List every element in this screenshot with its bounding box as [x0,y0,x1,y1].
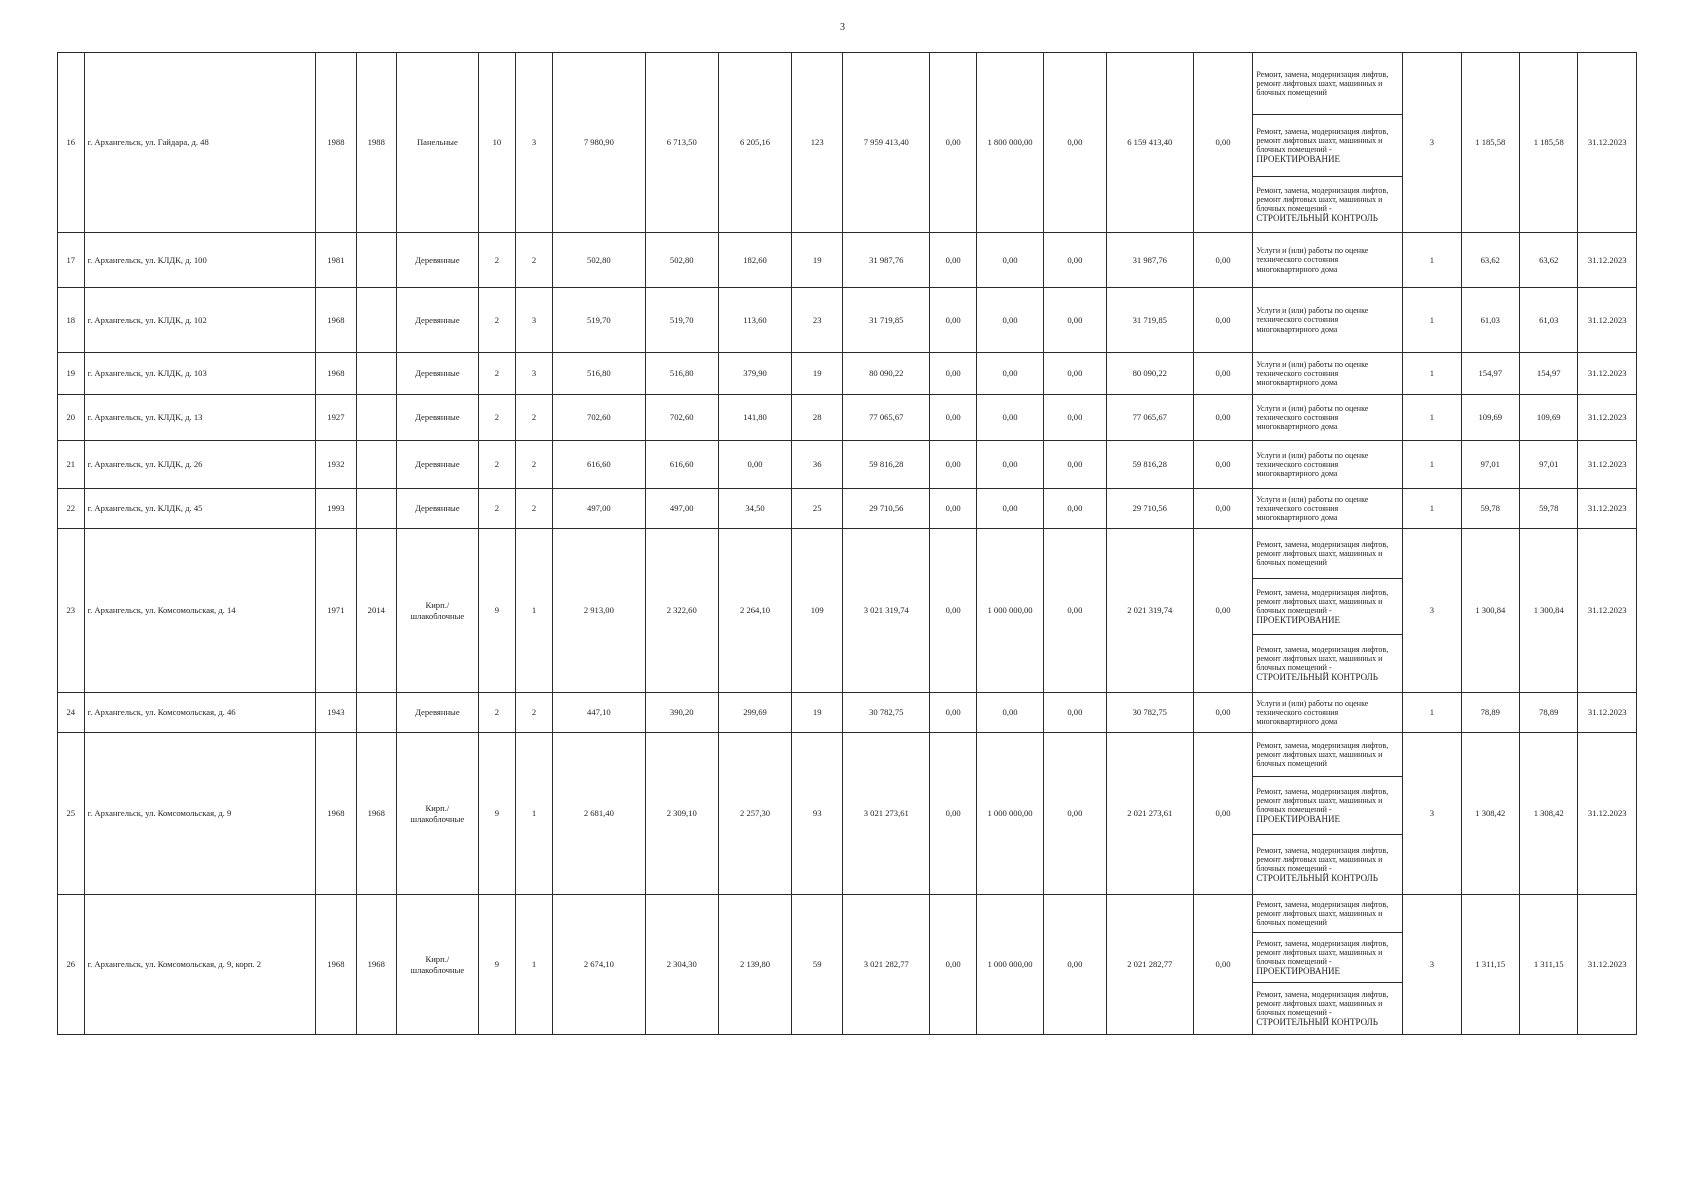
fund-federal: 0,00 [930,693,977,733]
total-area: 2 674,10 [553,895,645,1035]
year-built: 1988 [316,53,356,233]
residents: 36 [792,441,843,489]
residents: 19 [792,233,843,288]
year-overhaul [356,441,396,489]
deadline: 31.12.2023 [1578,693,1637,733]
fund-local: 0,00 [1044,353,1107,395]
unit-cost-limit: 97,01 [1520,441,1578,489]
address: г. Архангельск, ул. Комсомольская, д. 46 [84,693,316,733]
floors: 2 [478,353,515,395]
address: г. Архангельск, ул. КЛДК, д. 26 [84,441,316,489]
fund-federal: 0,00 [930,395,977,441]
unit-cost: 1 311,15 [1461,895,1519,1035]
total-area: 616,60 [553,441,645,489]
fund-local: 0,00 [1044,395,1107,441]
work-count: 3 [1403,53,1461,233]
fund-local: 0,00 [1044,895,1107,1035]
residential-area: 6 205,16 [718,53,791,233]
fund-federal: 0,00 [930,895,977,1035]
floors: 2 [478,441,515,489]
row-number: 25 [58,733,85,895]
work-count: 1 [1403,233,1461,288]
fund-other: 0,00 [1193,288,1253,353]
fund-owners: 2 021 319,74 [1106,529,1193,693]
work-type-text: Ремонт, замена, модернизация лифтов, ремонт лифтовых шахт, машинных и блочных помещений - [1256,989,1389,1017]
work-count: 1 [1403,693,1461,733]
unit-cost: 1 185,58 [1461,53,1519,233]
fund-other: 0,00 [1193,895,1253,1035]
fund-owners: 59 816,28 [1106,441,1193,489]
year-overhaul [356,489,396,529]
fund-federal: 0,00 [930,233,977,288]
year-built: 1943 [316,693,356,733]
entrances: 2 [515,441,552,489]
residential-area: 2 257,30 [718,733,791,895]
work-type-text: Ремонт, замена, модернизация лифтов, ремонт лифтовых шахт, машинных и блочных помещений - [1256,786,1389,814]
table-row [58,489,1637,529]
year-built: 1968 [316,895,356,1035]
deadline: 31.12.2023 [1578,895,1637,1035]
deadline: 31.12.2023 [1578,288,1637,353]
fund-federal: 0,00 [930,353,977,395]
work-type [1253,115,1403,177]
work-type-text: Ремонт, замена, модернизация лифтов, ремонт лифтовых шахт, машинных и блочных помещений - [1256,644,1389,672]
row-number: 16 [58,53,85,233]
wall-material: Деревянные [396,288,478,353]
work-type: Услуги и (или) работы по оценке технического состояния многоквартирного дома [1253,288,1403,353]
floors: 2 [478,395,515,441]
work-type: Ремонт, замена, модернизация лифтов, ремонт лифтовых шахт, машинных и блочных помещений [1253,529,1403,579]
work-type-text: Ремонт, замена, модернизация лифтов, ремонт лифтовых шахт, машинных и блочных помещений - [1256,185,1389,213]
work-type: Услуги и (или) работы по оценке технического состояния многоквартирного дома [1253,693,1403,733]
work-count: 1 [1403,441,1461,489]
deadline: 31.12.2023 [1578,529,1637,693]
residents: 59 [792,895,843,1035]
row-number: 21 [58,441,85,489]
work-count: 1 [1403,353,1461,395]
work-type [1253,933,1403,983]
wall-material: Деревянные [396,395,478,441]
deadline: 31.12.2023 [1578,53,1637,233]
work-type-stage: СТРОИТЕЛЬНЫЙ КОНТРОЛЬ [1256,672,1378,683]
premises-area: 616,60 [645,441,718,489]
unit-cost: 154,97 [1461,353,1519,395]
fund-regional: 0,00 [977,489,1044,529]
fund-owners: 6 159 413,40 [1106,53,1193,233]
year-overhaul: 1988 [356,53,396,233]
unit-cost-limit: 61,03 [1520,288,1578,353]
unit-cost: 78,89 [1461,693,1519,733]
work-type [1253,835,1403,895]
fund-regional: 1 000 000,00 [977,895,1044,1035]
deadline: 31.12.2023 [1578,395,1637,441]
work-type-text: Ремонт, замена, модернизация лифтов, ремонт лифтовых шахт, машинных и блочных помещений - [1256,845,1389,873]
cost-total: 31 719,85 [843,288,930,353]
fund-regional: 1 800 000,00 [977,53,1044,233]
fund-local: 0,00 [1044,53,1107,233]
fund-federal: 0,00 [930,288,977,353]
unit-cost: 1 300,84 [1461,529,1519,693]
work-count: 1 [1403,395,1461,441]
work-type-stage: ПРОЕКТИРОВАНИЕ [1256,814,1340,825]
cost-total: 7 959 413,40 [843,53,930,233]
work-type: Ремонт, замена, модернизация лифтов, ремонт лифтовых шахт, машинных и блочных помещений [1253,53,1403,115]
work-count: 3 [1403,895,1461,1035]
fund-other: 0,00 [1193,53,1253,233]
work-type-text: Ремонт, замена, модернизация лифтов, ремонт лифтовых шахт, машинных и блочных помещений - [1256,587,1389,615]
entrances: 2 [515,693,552,733]
fund-regional: 0,00 [977,441,1044,489]
year-overhaul [356,233,396,288]
address: г. Архангельск, ул. КЛДК, д. 100 [84,233,316,288]
work-type [1253,983,1403,1035]
address: г. Архангельск, ул. Гайдара, д. 48 [84,53,316,233]
premises-area: 390,20 [645,693,718,733]
fund-owners: 29 710,56 [1106,489,1193,529]
cost-total: 80 090,22 [843,353,930,395]
fund-local: 0,00 [1044,233,1107,288]
deadline: 31.12.2023 [1578,441,1637,489]
work-type: Ремонт, замена, модернизация лифтов, ремонт лифтовых шахт, машинных и блочных помещений [1253,895,1403,933]
year-built: 1968 [316,353,356,395]
wall-material: Панельные [396,53,478,233]
residents: 28 [792,395,843,441]
row-number: 22 [58,489,85,529]
unit-cost-limit: 109,69 [1520,395,1578,441]
fund-owners: 31 719,85 [1106,288,1193,353]
floors: 10 [478,53,515,233]
fund-owners: 77 065,67 [1106,395,1193,441]
fund-owners: 31 987,76 [1106,233,1193,288]
address: г. Архангельск, ул. Комсомольская, д. 9 [84,733,316,895]
unit-cost-limit: 59,78 [1520,489,1578,529]
entrances: 1 [515,733,552,895]
total-area: 497,00 [553,489,645,529]
work-type: Услуги и (или) работы по оценке технического состояния многоквартирного дома [1253,353,1403,395]
fund-federal: 0,00 [930,53,977,233]
table-row [58,693,1637,733]
row-number: 24 [58,693,85,733]
wall-material: Кирп./ шлакоблочные [396,733,478,895]
premises-area: 502,80 [645,233,718,288]
fund-owners: 2 021 273,61 [1106,733,1193,895]
year-overhaul [356,353,396,395]
fund-local: 0,00 [1044,441,1107,489]
work-type-stage: ПРОЕКТИРОВАНИЕ [1256,966,1340,977]
entrances: 3 [515,353,552,395]
fund-federal: 0,00 [930,733,977,895]
fund-federal: 0,00 [930,441,977,489]
entrances: 1 [515,529,552,693]
work-type-stage: ПРОЕКТИРОВАНИЕ [1256,615,1340,626]
fund-other: 0,00 [1193,441,1253,489]
floors: 2 [478,693,515,733]
unit-cost: 97,01 [1461,441,1519,489]
overhaul-register-table [57,52,1637,1035]
row-number: 18 [58,288,85,353]
wall-material: Деревянные [396,353,478,395]
entrances: 2 [515,395,552,441]
address: г. Архангельск, ул. Комсомольская, д. 14 [84,529,316,693]
work-count: 3 [1403,529,1461,693]
fund-local: 0,00 [1044,288,1107,353]
fund-other: 0,00 [1193,529,1253,693]
cost-total: 30 782,75 [843,693,930,733]
year-overhaul [356,288,396,353]
entrances: 3 [515,288,552,353]
unit-cost: 63,62 [1461,233,1519,288]
wall-material: Деревянные [396,693,478,733]
cost-total: 3 021 282,77 [843,895,930,1035]
cost-total: 3 021 273,61 [843,733,930,895]
work-type-text: Ремонт, замена, модернизация лифтов, ремонт лифтовых шахт, машинных и блочных помещений - [1256,938,1389,966]
cost-total: 31 987,76 [843,233,930,288]
year-built: 1971 [316,529,356,693]
year-overhaul: 1968 [356,733,396,895]
table-row [58,288,1637,353]
work-type-stage: ПРОЕКТИРОВАНИЕ [1256,154,1340,165]
premises-area: 2 322,60 [645,529,718,693]
work-type: Услуги и (или) работы по оценке технического состояния многоквартирного дома [1253,441,1403,489]
floors: 9 [478,895,515,1035]
fund-regional: 0,00 [977,353,1044,395]
residential-area: 2 139,80 [718,895,791,1035]
floors: 2 [478,489,515,529]
year-built: 1968 [316,288,356,353]
table-row [58,353,1637,395]
address: г. Архангельск, ул. КЛДК, д. 45 [84,489,316,529]
fund-federal: 0,00 [930,529,977,693]
total-area: 519,70 [553,288,645,353]
table-row [58,233,1637,288]
year-overhaul: 2014 [356,529,396,693]
fund-regional: 0,00 [977,233,1044,288]
residents: 19 [792,353,843,395]
residents: 19 [792,693,843,733]
fund-owners: 80 090,22 [1106,353,1193,395]
premises-area: 702,60 [645,395,718,441]
year-built: 1968 [316,733,356,895]
total-area: 7 980,90 [553,53,645,233]
row-number: 17 [58,233,85,288]
address: г. Архангельск, ул. КЛДК, д. 103 [84,353,316,395]
wall-material: Деревянные [396,441,478,489]
table-row [58,395,1637,441]
table-row [58,733,1637,777]
floors: 2 [478,288,515,353]
fund-local: 0,00 [1044,529,1107,693]
fund-other: 0,00 [1193,395,1253,441]
work-count: 1 [1403,288,1461,353]
total-area: 502,80 [553,233,645,288]
fund-other: 0,00 [1193,733,1253,895]
total-area: 2 913,00 [553,529,645,693]
unit-cost-limit: 1 311,15 [1520,895,1578,1035]
work-type-stage: СТРОИТЕЛЬНЫЙ КОНТРОЛЬ [1256,1017,1378,1028]
unit-cost-limit: 1 300,84 [1520,529,1578,693]
residential-area: 141,80 [718,395,791,441]
address: г. Архангельск, ул. КЛДК, д. 13 [84,395,316,441]
table-row [58,53,1637,115]
residents: 109 [792,529,843,693]
table-row [58,441,1637,489]
unit-cost: 1 308,42 [1461,733,1519,895]
fund-local: 0,00 [1044,693,1107,733]
work-type [1253,177,1403,233]
residents: 123 [792,53,843,233]
table-row [58,529,1637,579]
year-built: 1932 [316,441,356,489]
cost-total: 29 710,56 [843,489,930,529]
fund-regional: 1 000 000,00 [977,733,1044,895]
work-count: 1 [1403,489,1461,529]
deadline: 31.12.2023 [1578,233,1637,288]
total-area: 702,60 [553,395,645,441]
unit-cost: 59,78 [1461,489,1519,529]
wall-material: Деревянные [396,489,478,529]
row-number: 26 [58,895,85,1035]
deadline: 31.12.2023 [1578,489,1637,529]
residential-area: 0,00 [718,441,791,489]
fund-local: 0,00 [1044,733,1107,895]
total-area: 447,10 [553,693,645,733]
floors: 2 [478,233,515,288]
row-number: 23 [58,529,85,693]
unit-cost: 109,69 [1461,395,1519,441]
wall-material: Деревянные [396,233,478,288]
unit-cost-limit: 1 308,42 [1520,733,1578,895]
floors: 9 [478,529,515,693]
unit-cost: 61,03 [1461,288,1519,353]
work-type-text: Ремонт, замена, модернизация лифтов, ремонт лифтовых шахт, машинных и блочных помещений - [1256,126,1389,154]
fund-other: 0,00 [1193,489,1253,529]
fund-other: 0,00 [1193,233,1253,288]
work-type [1253,579,1403,635]
fund-regional: 0,00 [977,395,1044,441]
work-type: Услуги и (или) работы по оценке технического состояния многоквартирного дома [1253,233,1403,288]
cost-total: 59 816,28 [843,441,930,489]
floors: 9 [478,733,515,895]
year-overhaul [356,395,396,441]
year-overhaul: 1968 [356,895,396,1035]
address: г. Архангельск, ул. КЛДК, д. 102 [84,288,316,353]
unit-cost-limit: 78,89 [1520,693,1578,733]
residential-area: 379,90 [718,353,791,395]
work-type: Ремонт, замена, модернизация лифтов, ремонт лифтовых шахт, машинных и блочных помещений [1253,733,1403,777]
work-type [1253,635,1403,693]
fund-regional: 0,00 [977,693,1044,733]
fund-other: 0,00 [1193,693,1253,733]
year-overhaul [356,693,396,733]
total-area: 2 681,40 [553,733,645,895]
premises-area: 6 713,50 [645,53,718,233]
wall-material: Кирп./ шлакоблочные [396,895,478,1035]
unit-cost-limit: 1 185,58 [1520,53,1578,233]
work-type: Услуги и (или) работы по оценке технического состояния многоквартирного дома [1253,489,1403,529]
work-type: Услуги и (или) работы по оценке технического состояния многоквартирного дома [1253,395,1403,441]
residential-area: 113,60 [718,288,791,353]
premises-area: 2 304,30 [645,895,718,1035]
unit-cost-limit: 63,62 [1520,233,1578,288]
residents: 93 [792,733,843,895]
page-number: 3 [840,22,845,33]
residential-area: 299,69 [718,693,791,733]
table-row [58,895,1637,933]
residential-area: 34,50 [718,489,791,529]
address: г. Архангельск, ул. Комсомольская, д. 9, корп. 2 [84,895,316,1035]
cost-total: 3 021 319,74 [843,529,930,693]
premises-area: 497,00 [645,489,718,529]
premises-area: 519,70 [645,288,718,353]
fund-owners: 30 782,75 [1106,693,1193,733]
entrances: 3 [515,53,552,233]
fund-local: 0,00 [1044,489,1107,529]
cost-total: 77 065,67 [843,395,930,441]
premises-area: 2 309,10 [645,733,718,895]
year-built: 1927 [316,395,356,441]
fund-federal: 0,00 [930,489,977,529]
fund-regional: 1 000 000,00 [977,529,1044,693]
work-type-stage: СТРОИТЕЛЬНЫЙ КОНТРОЛЬ [1256,873,1378,884]
entrances: 1 [515,895,552,1035]
wall-material: Кирп./ шлакоблочные [396,529,478,693]
year-built: 1981 [316,233,356,288]
entrances: 2 [515,489,552,529]
fund-other: 0,00 [1193,353,1253,395]
work-type-stage: СТРОИТЕЛЬНЫЙ КОНТРОЛЬ [1256,213,1378,224]
residential-area: 2 264,10 [718,529,791,693]
residents: 23 [792,288,843,353]
premises-area: 516,80 [645,353,718,395]
residential-area: 182,60 [718,233,791,288]
residents: 25 [792,489,843,529]
deadline: 31.12.2023 [1578,733,1637,895]
total-area: 516,80 [553,353,645,395]
work-type [1253,777,1403,835]
row-number: 20 [58,395,85,441]
fund-regional: 0,00 [977,288,1044,353]
unit-cost-limit: 154,97 [1520,353,1578,395]
year-built: 1993 [316,489,356,529]
work-count: 3 [1403,733,1461,895]
deadline: 31.12.2023 [1578,353,1637,395]
fund-owners: 2 021 282,77 [1106,895,1193,1035]
row-number: 19 [58,353,85,395]
entrances: 2 [515,233,552,288]
